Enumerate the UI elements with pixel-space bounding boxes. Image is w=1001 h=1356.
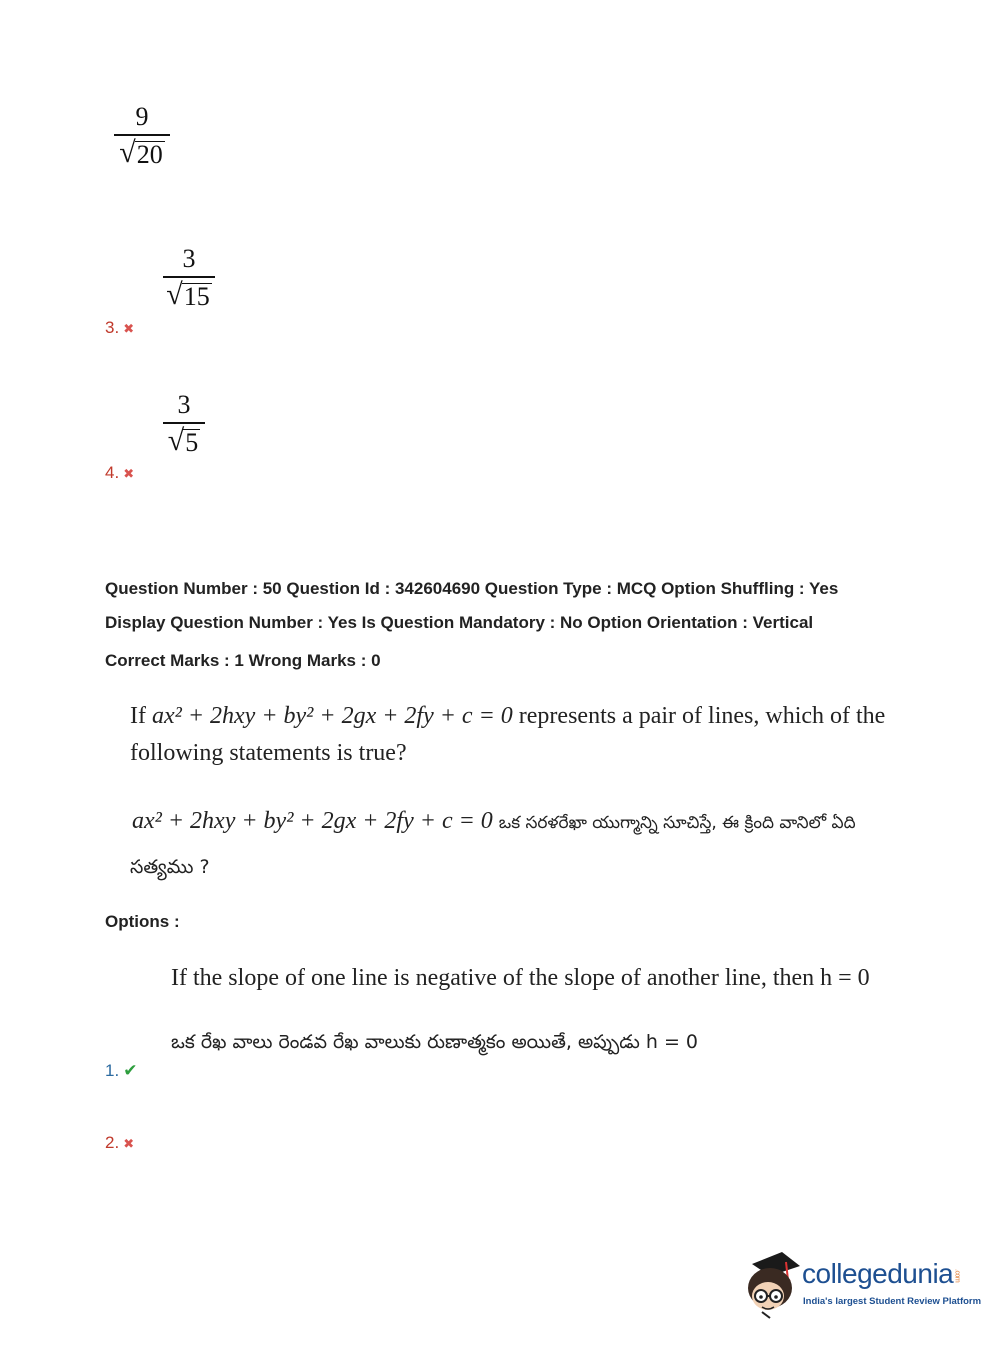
- logo-wordmark: collegedunia.com: [802, 1258, 961, 1289]
- fraction-numerator: 3: [177, 390, 191, 419]
- radicand: 15: [183, 281, 210, 311]
- fraction-denominator: [163, 423, 205, 457]
- radicand: 20: [136, 139, 163, 169]
- fraction-numerator: 9: [135, 102, 149, 131]
- question-equation: ax² + 2hxy + by² + 2gx + 2fy + c = 0: [151, 703, 513, 729]
- options-label: Options :: [105, 912, 180, 931]
- option-2-number: 2. ✖: [105, 1133, 135, 1152]
- fraction-denominator: [163, 277, 215, 311]
- sqrt-symbol: √: [167, 423, 185, 457]
- option-4-number: 4. ✖: [105, 463, 135, 482]
- collegedunia-logo: [742, 1250, 982, 1320]
- question-meta-line-1: Question Number : 50 Question Id : 342604690 Question Type : MCQ Option Shuffling : Yes: [105, 579, 839, 598]
- option-3-fraction: [163, 245, 215, 310]
- option-1-number: 1. ✔: [105, 1061, 138, 1080]
- option-3-number: 3. ✖: [105, 318, 135, 337]
- wrong-icon: ✖: [123, 321, 135, 336]
- question-telugu-line-1: ax² + 2hxy + by² + 2gx + 2fy + c = 0 ఒక సరళరేఖా యుగ్మాన్ని సూచిస్తే, ఈ క్రింది వానిలో ఏది: [132, 808, 856, 834]
- logo-suffix: .com: [953, 1269, 961, 1283]
- sqrt-symbol: √: [119, 135, 136, 169]
- sqrt-symbol: √: [166, 277, 183, 311]
- wrong-icon: ✖: [123, 466, 135, 481]
- question-telugu-line-2: సత్యము ?: [130, 856, 210, 878]
- option-2-fraction: [114, 103, 170, 168]
- fraction-numerator: 3: [182, 244, 196, 273]
- wrong-icon: ✖: [123, 1136, 135, 1151]
- question-meta-line-3: Correct Marks : 1 Wrong Marks : 0: [105, 651, 381, 670]
- option-1-telugu: ఒక రేఖ వాలు రెండవ రేఖ వాలుకు రుణాత్మకం అయితే, అప్పుడు h = 0: [171, 1031, 698, 1053]
- question-equation-telugu: ax² + 2hxy + by² + 2gx + 2fy + c = 0: [132, 808, 493, 834]
- question-meta-line-2: Display Question Number : Yes Is Question Mandatory : No Option Orientation : Vertical: [105, 613, 814, 632]
- fraction-denominator: [114, 135, 170, 169]
- mascot-icon: [742, 1250, 802, 1320]
- correct-icon: ✔: [123, 1061, 138, 1080]
- question-english-line-1: If ax² + 2hxy + by² + 2gx + 2fy + c = 0 represents a pair of lines, which of the: [130, 703, 886, 729]
- logo-tagline: India's largest Student Review Platform: [803, 1296, 982, 1307]
- question-english-line-2: following statements is true?: [130, 740, 407, 766]
- radicand: 5: [185, 427, 199, 457]
- option-4-fraction: [163, 391, 205, 456]
- option-1-english: If the slope of one line is negative of the slope of another line, then h = 0: [171, 965, 870, 991]
